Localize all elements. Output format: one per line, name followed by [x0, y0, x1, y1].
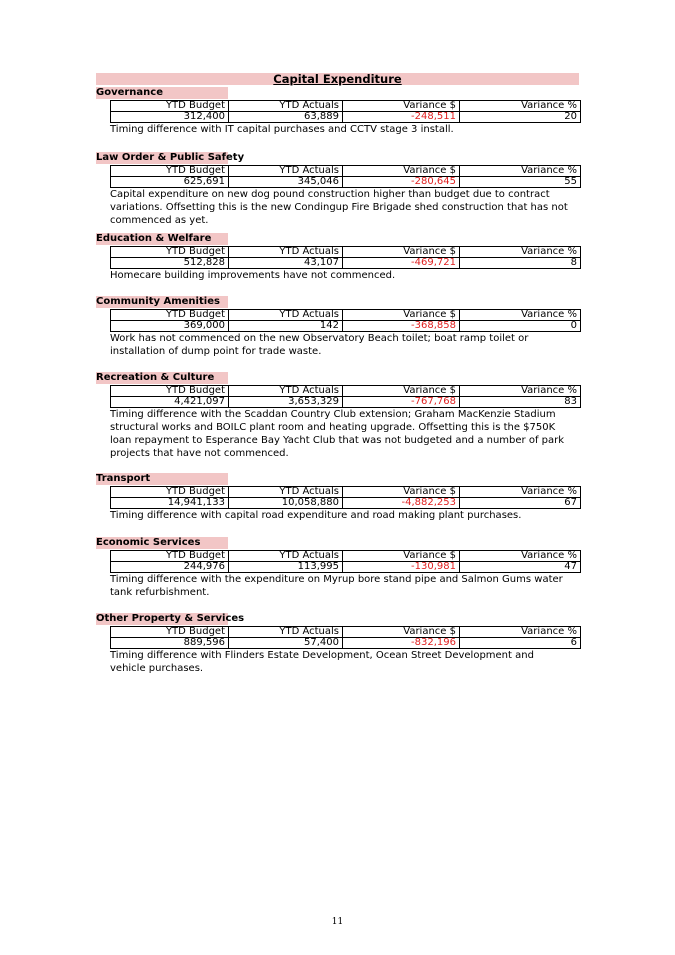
table-row [111, 177, 581, 188]
section-note: Timing difference with Flinders Estate Development, Ocean Street Development and vehicle purchases. [110, 650, 534, 674]
table-row [111, 638, 581, 649]
variance-value: -248,511 [343, 112, 460, 123]
section-note: Timing difference with the Scaddan Country Club extension; Graham MacKenzie Stadium structural works and BOILC plant room and heating upgrade. Offsetting this is the $750K loan repayment to Esperance Bay Yacht Club that was not budgeted and a number of park projects that have not commenced. [110, 409, 565, 459]
header-variance-pct: Variance % [460, 310, 581, 321]
section-note: Timing difference with IT capital purchases and CCTV stage 3 install. [110, 124, 454, 135]
header-variance: Variance $ [343, 247, 460, 258]
header-variance: Variance $ [343, 627, 460, 638]
header-variance: Variance $ [343, 386, 460, 397]
section-block [96, 233, 586, 282]
variance-pct-value: 20 [460, 112, 581, 123]
section-block [96, 537, 586, 599]
ytd-budget-value: 369,000 [111, 321, 229, 332]
variance-value: -280,645 [343, 177, 460, 188]
variance-pct-value: 83 [460, 397, 581, 408]
ytd-actuals-value: 3,653,329 [229, 397, 343, 408]
variance-pct-value: 47 [460, 562, 581, 573]
variance-value: -832,196 [343, 638, 460, 649]
section-heading: Recreation & Culture [96, 372, 228, 384]
ytd-actuals-value: 113,995 [229, 562, 343, 573]
ytd-budget-value: 4,421,097 [111, 397, 229, 408]
header-ytd-actuals: YTD Actuals [229, 166, 343, 177]
header-ytd-actuals: YTD Actuals [229, 310, 343, 321]
section-table [110, 486, 581, 509]
table-header-row [111, 386, 581, 397]
ytd-actuals-value: 57,400 [229, 638, 343, 649]
header-variance: Variance $ [343, 310, 460, 321]
section-table [110, 385, 581, 408]
header-ytd-budget: YTD Budget [111, 310, 229, 321]
section-note: Capital expenditure on new dog pound construction higher than budget due to contract variations. Offsetting this is the new Condingup Fire Brigade shed construction that has not commenced as yet. [110, 189, 568, 226]
ytd-actuals-value: 63,889 [229, 112, 343, 123]
section-table [110, 165, 581, 188]
header-ytd-budget: YTD Budget [111, 386, 229, 397]
table-row [111, 112, 581, 123]
table-header-row [111, 166, 581, 177]
section-note: Work has not commenced on the new Observatory Beach toilet; boat ramp toilet or installation of dump point for trade waste. [110, 333, 529, 357]
header-variance-pct: Variance % [460, 166, 581, 177]
header-variance: Variance $ [343, 101, 460, 112]
variance-value: -4,882,253 [343, 498, 460, 509]
header-variance-pct: Variance % [460, 551, 581, 562]
variance-pct-value: 55 [460, 177, 581, 188]
ytd-budget-value: 244,976 [111, 562, 229, 573]
table-row [111, 562, 581, 573]
title-bar [96, 73, 579, 85]
variance-value: -767,768 [343, 397, 460, 408]
section-heading: Community Amenities [96, 296, 228, 308]
section-note: Homecare building improvements have not commenced. [110, 270, 396, 281]
section-block [96, 473, 586, 522]
section-heading: Education & Welfare [96, 233, 228, 245]
header-variance-pct: Variance % [460, 627, 581, 638]
section-block [96, 296, 586, 358]
header-ytd-actuals: YTD Actuals [229, 247, 343, 258]
header-variance-pct: Variance % [460, 386, 581, 397]
header-ytd-budget: YTD Budget [111, 627, 229, 638]
variance-pct-value: 6 [460, 638, 581, 649]
table-header-row [111, 551, 581, 562]
section-heading: Economic Services [96, 537, 228, 549]
header-ytd-budget: YTD Budget [111, 247, 229, 258]
section-heading: Law Order & Public Safety [96, 152, 245, 163]
section-block [96, 372, 586, 460]
header-ytd-actuals: YTD Actuals [229, 551, 343, 562]
section-heading: Transport [96, 473, 228, 485]
header-ytd-actuals: YTD Actuals [229, 386, 343, 397]
header-variance-pct: Variance % [460, 487, 581, 498]
variance-pct-value: 8 [460, 258, 581, 269]
variance-value: -469,721 [343, 258, 460, 269]
header-ytd-actuals: YTD Actuals [229, 101, 343, 112]
ytd-budget-value: 14,941,133 [111, 498, 229, 509]
table-row [111, 498, 581, 509]
variance-pct-value: 0 [460, 321, 581, 332]
section-block [96, 613, 586, 675]
table-row [111, 397, 581, 408]
section-note: Timing difference with the expenditure on Myrup bore stand pipe and Salmon Gums water tank refurbishment. [110, 574, 563, 598]
section-table [110, 100, 581, 123]
page-number: 11 [331, 917, 344, 927]
header-variance-pct: Variance % [460, 101, 581, 112]
section-block [96, 152, 586, 227]
section-note: Timing difference with capital road expenditure and road making plant purchases. [110, 510, 522, 521]
section-heading: Governance [96, 87, 228, 99]
ytd-budget-value: 312,400 [111, 112, 229, 123]
header-ytd-budget: YTD Budget [111, 551, 229, 562]
header-variance-pct: Variance % [460, 247, 581, 258]
page-title: Capital Expenditure [273, 72, 402, 86]
header-ytd-budget: YTD Budget [111, 487, 229, 498]
section-table [110, 246, 581, 269]
header-variance: Variance $ [343, 487, 460, 498]
section-table [110, 626, 581, 649]
table-row [111, 321, 581, 332]
ytd-budget-value: 625,691 [111, 177, 229, 188]
ytd-budget-value: 889,596 [111, 638, 229, 649]
section-table [110, 309, 581, 332]
table-header-row [111, 627, 581, 638]
table-header-row [111, 310, 581, 321]
header-ytd-budget: YTD Budget [111, 101, 229, 112]
ytd-actuals-value: 10,058,880 [229, 498, 343, 509]
table-header-row [111, 487, 581, 498]
table-row [111, 258, 581, 269]
ytd-actuals-value: 142 [229, 321, 343, 332]
variance-pct-value: 67 [460, 498, 581, 509]
ytd-actuals-value: 43,107 [229, 258, 343, 269]
header-ytd-actuals: YTD Actuals [229, 627, 343, 638]
ytd-actuals-value: 345,046 [229, 177, 343, 188]
header-variance: Variance $ [343, 551, 460, 562]
header-ytd-actuals: YTD Actuals [229, 487, 343, 498]
ytd-budget-value: 512,828 [111, 258, 229, 269]
header-ytd-budget: YTD Budget [111, 166, 229, 177]
section-heading: Other Property & Services [96, 613, 245, 624]
variance-value: -368,858 [343, 321, 460, 332]
variance-value: -130,981 [343, 562, 460, 573]
section-table [110, 550, 581, 573]
table-header-row [111, 247, 581, 258]
section-block [96, 87, 586, 136]
header-variance: Variance $ [343, 166, 460, 177]
table-header-row [111, 101, 581, 112]
